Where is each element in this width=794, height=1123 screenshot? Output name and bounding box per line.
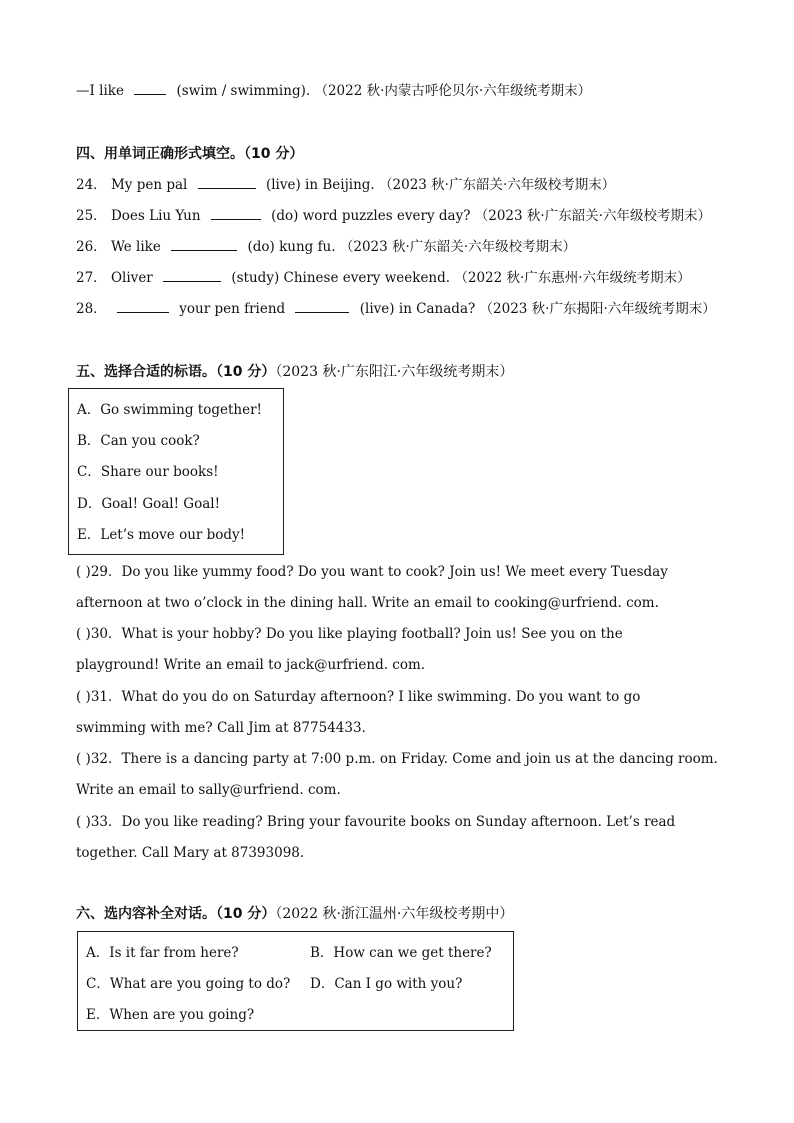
option-b: B．Can you cook? [77,433,200,449]
option-d: D．Goal! Goal! Goal! [77,496,221,512]
question-text: Does Liu Yun [110,208,201,224]
section6-options-box [77,931,514,1031]
question-hint: (live) [265,177,301,193]
answer-blank[interactable] [211,207,261,220]
section6-source: （2022 秋·浙江温州·六年级校考期中） [275,906,514,922]
option-c: C．Share our books! [77,464,219,480]
question-text: in Beijing. [305,177,375,193]
question-text: My pen pal [110,177,188,193]
question-number: 24． [76,177,107,193]
question-hint: (do) [247,239,275,255]
answer-blank[interactable] [134,82,166,95]
section4-heading [76,144,303,164]
question-number: 27． [76,270,107,286]
answer-blank[interactable] [295,300,349,313]
section5-title: 五、选择合适的标语。（10 分） [76,364,276,380]
question-number: 25． [76,208,107,224]
question-source: （2023 秋·广东韶关·六年级校考期末） [379,177,616,193]
question-text: in Canada? [398,301,476,317]
question-source: （2022 秋·广东惠州·六年级统考期末） [454,270,691,286]
section5-source: （2023 秋·广东阳江·六年级统考期末） [275,364,514,380]
section6-heading [76,904,513,924]
option-c: C．What are you going to do? [86,976,291,992]
question-source: （2023 秋·广东揭阳·六年级统考期末） [479,301,716,317]
section5-heading [76,362,513,382]
question-28 [76,300,716,318]
answer-blank[interactable] [117,300,169,313]
question-hint: (study) [231,270,280,286]
question-source: （2023 秋·广东韶关·六年级校考期末） [474,208,711,224]
question-31-line2: swimming with me? Call Jim at 87754433. [76,720,366,736]
question-hint: (live) [359,301,395,317]
section4-title: 四、用单词正确形式填空。（10 分） [76,146,304,162]
question-number: 28． [76,301,107,317]
section6-title: 六、选内容补全对话。（10 分） [76,906,276,922]
question-30-line1: ( )30．What is your hobby? Do you like playing football? Join us! See you on the [76,626,623,642]
option-e: E．Let’s move our body! [77,527,246,543]
answer-blank[interactable] [198,176,256,189]
question-33-line2: together. Call Mary at 87393098. [76,845,305,861]
question-30-line2: playground! Write an email to jack@urfriend. com. [76,657,426,673]
question-24 [76,176,615,194]
question-26 [76,238,576,256]
option-e: E．When are you going? [86,1007,255,1023]
question-text: word puzzles every day? [302,208,471,224]
option-a: A．Go swimming together! [77,402,262,418]
answer-blank[interactable] [163,269,221,282]
question-source: （2023 秋·广东韶关·六年级校考期末） [339,239,577,255]
question-32-line1: ( )32．There is a dancing party at 7:00 p.m. on Friday. Come and join us at the dancing room. [76,751,718,767]
question-text: We like [110,239,161,255]
question-text: your pen friend [179,301,286,317]
answer-blank[interactable] [171,238,237,251]
question-27 [76,269,691,287]
section5-options-box [68,388,284,555]
question-33-line1: ( )33．Do you like reading? Bring your favourite books on Sunday afternoon. Let’s read [76,814,676,830]
option-a: A．Is it far from here? [86,945,239,961]
question-text: kung fu. [279,239,336,255]
question-31-line1: ( )31．What do you do on Saturday afternoon? I like swimming. Do you want to go [76,689,641,705]
top-hint: (swim / swimming). [176,83,311,99]
question-number: 26． [76,239,107,255]
question-32-line2: Write an email to sally@urfriend. com. [76,782,341,798]
question-29-line2: afternoon at two o’clock in the dining hall. Write an email to cooking@urfriend. com. [76,595,659,611]
question-text: Oliver [110,270,153,286]
question-hint: (do) [271,208,299,224]
question-25 [76,207,711,225]
question-29-line1: ( )29．Do you like yummy food? Do you want to cook? Join us! We meet every Tuesday [76,564,668,580]
top-prefix: —I like [76,83,124,99]
question-text: Chinese every weekend. [283,270,451,286]
option-d: D．Can I go with you? [310,976,463,992]
top-source: （2022 秋·内蒙古呼伦贝尔·六年级统考期末） [314,83,592,99]
option-b: B．How can we get there? [310,945,492,961]
top-question-line [76,82,591,100]
